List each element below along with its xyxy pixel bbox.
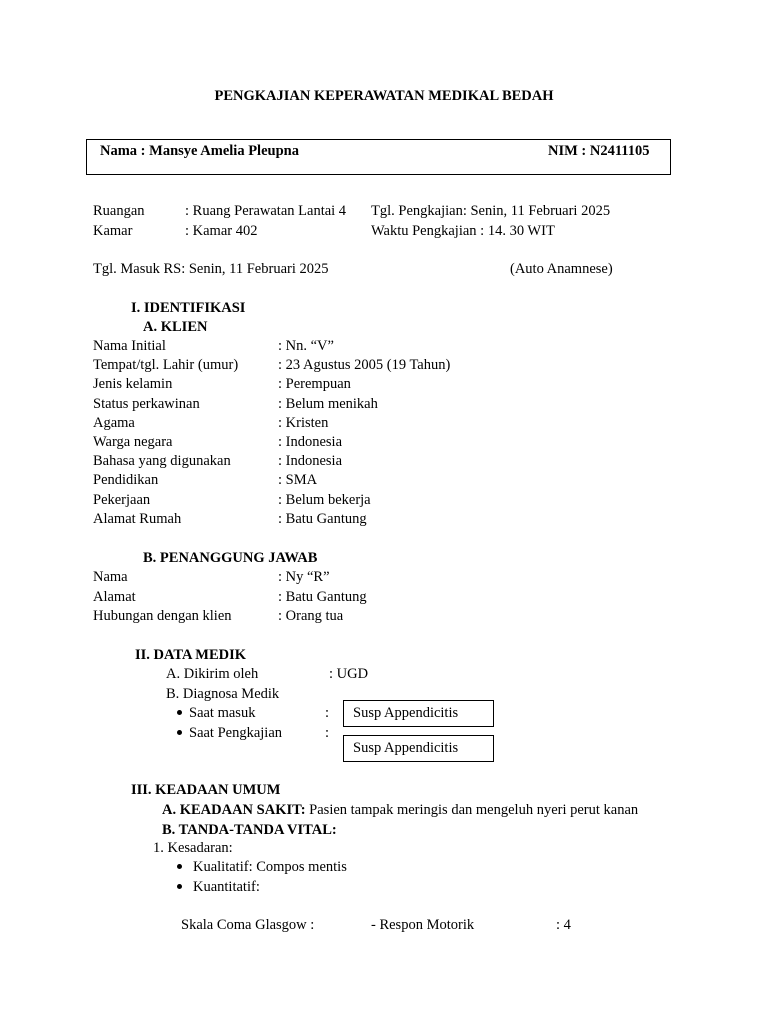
field-value: : Ny “R” bbox=[278, 569, 330, 585]
anamnese: (Auto Anamnese) bbox=[510, 261, 613, 277]
keadaan-sakit-line bbox=[162, 801, 638, 820]
penanggung-jawab-heading: B. PENANGGUNG JAWAB bbox=[143, 550, 318, 566]
bullet-icon bbox=[177, 730, 182, 735]
ruangan-value: : Ruang Perawatan Lantai 4 bbox=[185, 203, 347, 219]
kamar-value: : Kamar 402 bbox=[185, 223, 258, 239]
bullet-icon bbox=[177, 864, 182, 869]
saat-masuk-colon: : bbox=[325, 705, 330, 721]
tgl-pengkajian: Tgl. Pengkajian: Senin, 11 Februari 2025 bbox=[371, 203, 611, 219]
field-label: Pendidikan bbox=[93, 472, 159, 489]
saat-masuk-label: Saat masuk bbox=[189, 705, 256, 721]
field-value: : Batu Gantung bbox=[278, 588, 367, 605]
field-label: Alamat bbox=[93, 588, 136, 605]
field-label: Tempat/tgl. Lahir (umur) bbox=[93, 357, 239, 374]
saat-pengkajian-value: Susp Appendicitis bbox=[353, 740, 459, 756]
keadaan-sakit-value: Pasien tampak meringis dan mengeluh nyeri perut kanan bbox=[305, 802, 639, 818]
ttv-heading: B. TANDA-TANDA VITAL: bbox=[162, 822, 337, 838]
student-name: Nama : Mansye Amelia Pleupna bbox=[100, 143, 299, 159]
kuantitatif: Kuantitatif: bbox=[193, 879, 260, 895]
dikirim-value: : UGD bbox=[329, 666, 369, 682]
keadaan-sakit-label: A. KEADAAN SAKIT: bbox=[162, 802, 306, 818]
field-label: Nama bbox=[93, 569, 128, 585]
saat-pengkajian-box bbox=[343, 735, 494, 762]
field-value: : Orang tua bbox=[278, 608, 344, 624]
gcs-motorik-value: : 4 bbox=[556, 917, 571, 933]
klien-heading: A. KLIEN bbox=[143, 319, 208, 335]
field-label: Hubungan dengan klien bbox=[93, 608, 232, 624]
bullet-icon bbox=[177, 710, 182, 715]
field-value: : SMA bbox=[278, 472, 318, 489]
field-label: Pekerjaan bbox=[93, 491, 151, 508]
waktu-pengkajian: Waktu Pengkajian : 14. 30 WIT bbox=[371, 223, 555, 239]
field-label: Agama bbox=[93, 414, 135, 431]
field-label: Bahasa yang digunakan bbox=[93, 453, 231, 470]
section-data-medik-heading: II. DATA MEDIK bbox=[135, 647, 247, 663]
section-keadaan-umum-heading: III. KEADAAN UMUM bbox=[131, 782, 281, 798]
student-nim: NIM : N2411105 bbox=[548, 143, 650, 159]
gcs-motorik-label: - Respon Motorik bbox=[371, 917, 475, 933]
diagnosa-label: B. Diagnosa Medik bbox=[166, 686, 280, 702]
field-value: : Belum menikah bbox=[278, 395, 378, 412]
field-value: : Kristen bbox=[278, 414, 329, 431]
gcs-label: Skala Coma Glasgow : bbox=[181, 917, 315, 933]
ruangan-label: Ruangan bbox=[93, 203, 145, 219]
field-label: Warga negara bbox=[93, 434, 173, 450]
saat-pengkajian-label: Saat Pengkajian bbox=[189, 725, 283, 741]
field-value: : Perempuan bbox=[278, 376, 351, 393]
bullet-icon bbox=[177, 884, 182, 889]
field-label: Jenis kelamin bbox=[93, 376, 173, 393]
field-label: Status perkawinan bbox=[93, 395, 200, 412]
field-value: : Belum bekerja bbox=[278, 491, 371, 508]
student-info-box bbox=[86, 139, 671, 175]
field-label: Alamat Rumah bbox=[93, 510, 182, 527]
dikirim-label: A. Dikirim oleh bbox=[166, 666, 259, 682]
field-label: Nama Initial bbox=[93, 338, 166, 354]
saat-masuk-box bbox=[343, 700, 494, 727]
kamar-label: Kamar bbox=[93, 223, 133, 239]
field-value: : Nn. “V” bbox=[278, 338, 334, 354]
section-identifikasi-heading: I. IDENTIFIKASI bbox=[131, 300, 246, 316]
kualitatif: Kualitatif: Compos mentis bbox=[193, 859, 347, 875]
tgl-masuk: Tgl. Masuk RS: Senin, 11 Februari 2025 bbox=[93, 261, 329, 277]
page-title: PENGKAJIAN KEPERAWATAN MEDIKAL BEDAH bbox=[214, 88, 554, 104]
field-value: : Indonesia bbox=[278, 434, 343, 450]
saat-pengkajian-colon: : bbox=[325, 725, 330, 741]
field-value: : Batu Gantung bbox=[278, 510, 367, 527]
saat-masuk-value: Susp Appendicitis bbox=[353, 705, 459, 721]
field-value: : Indonesia bbox=[278, 453, 343, 470]
field-value: : 23 Agustus 2005 (19 Tahun) bbox=[278, 357, 451, 374]
kesadaran-label: 1. Kesadaran: bbox=[153, 840, 233, 856]
